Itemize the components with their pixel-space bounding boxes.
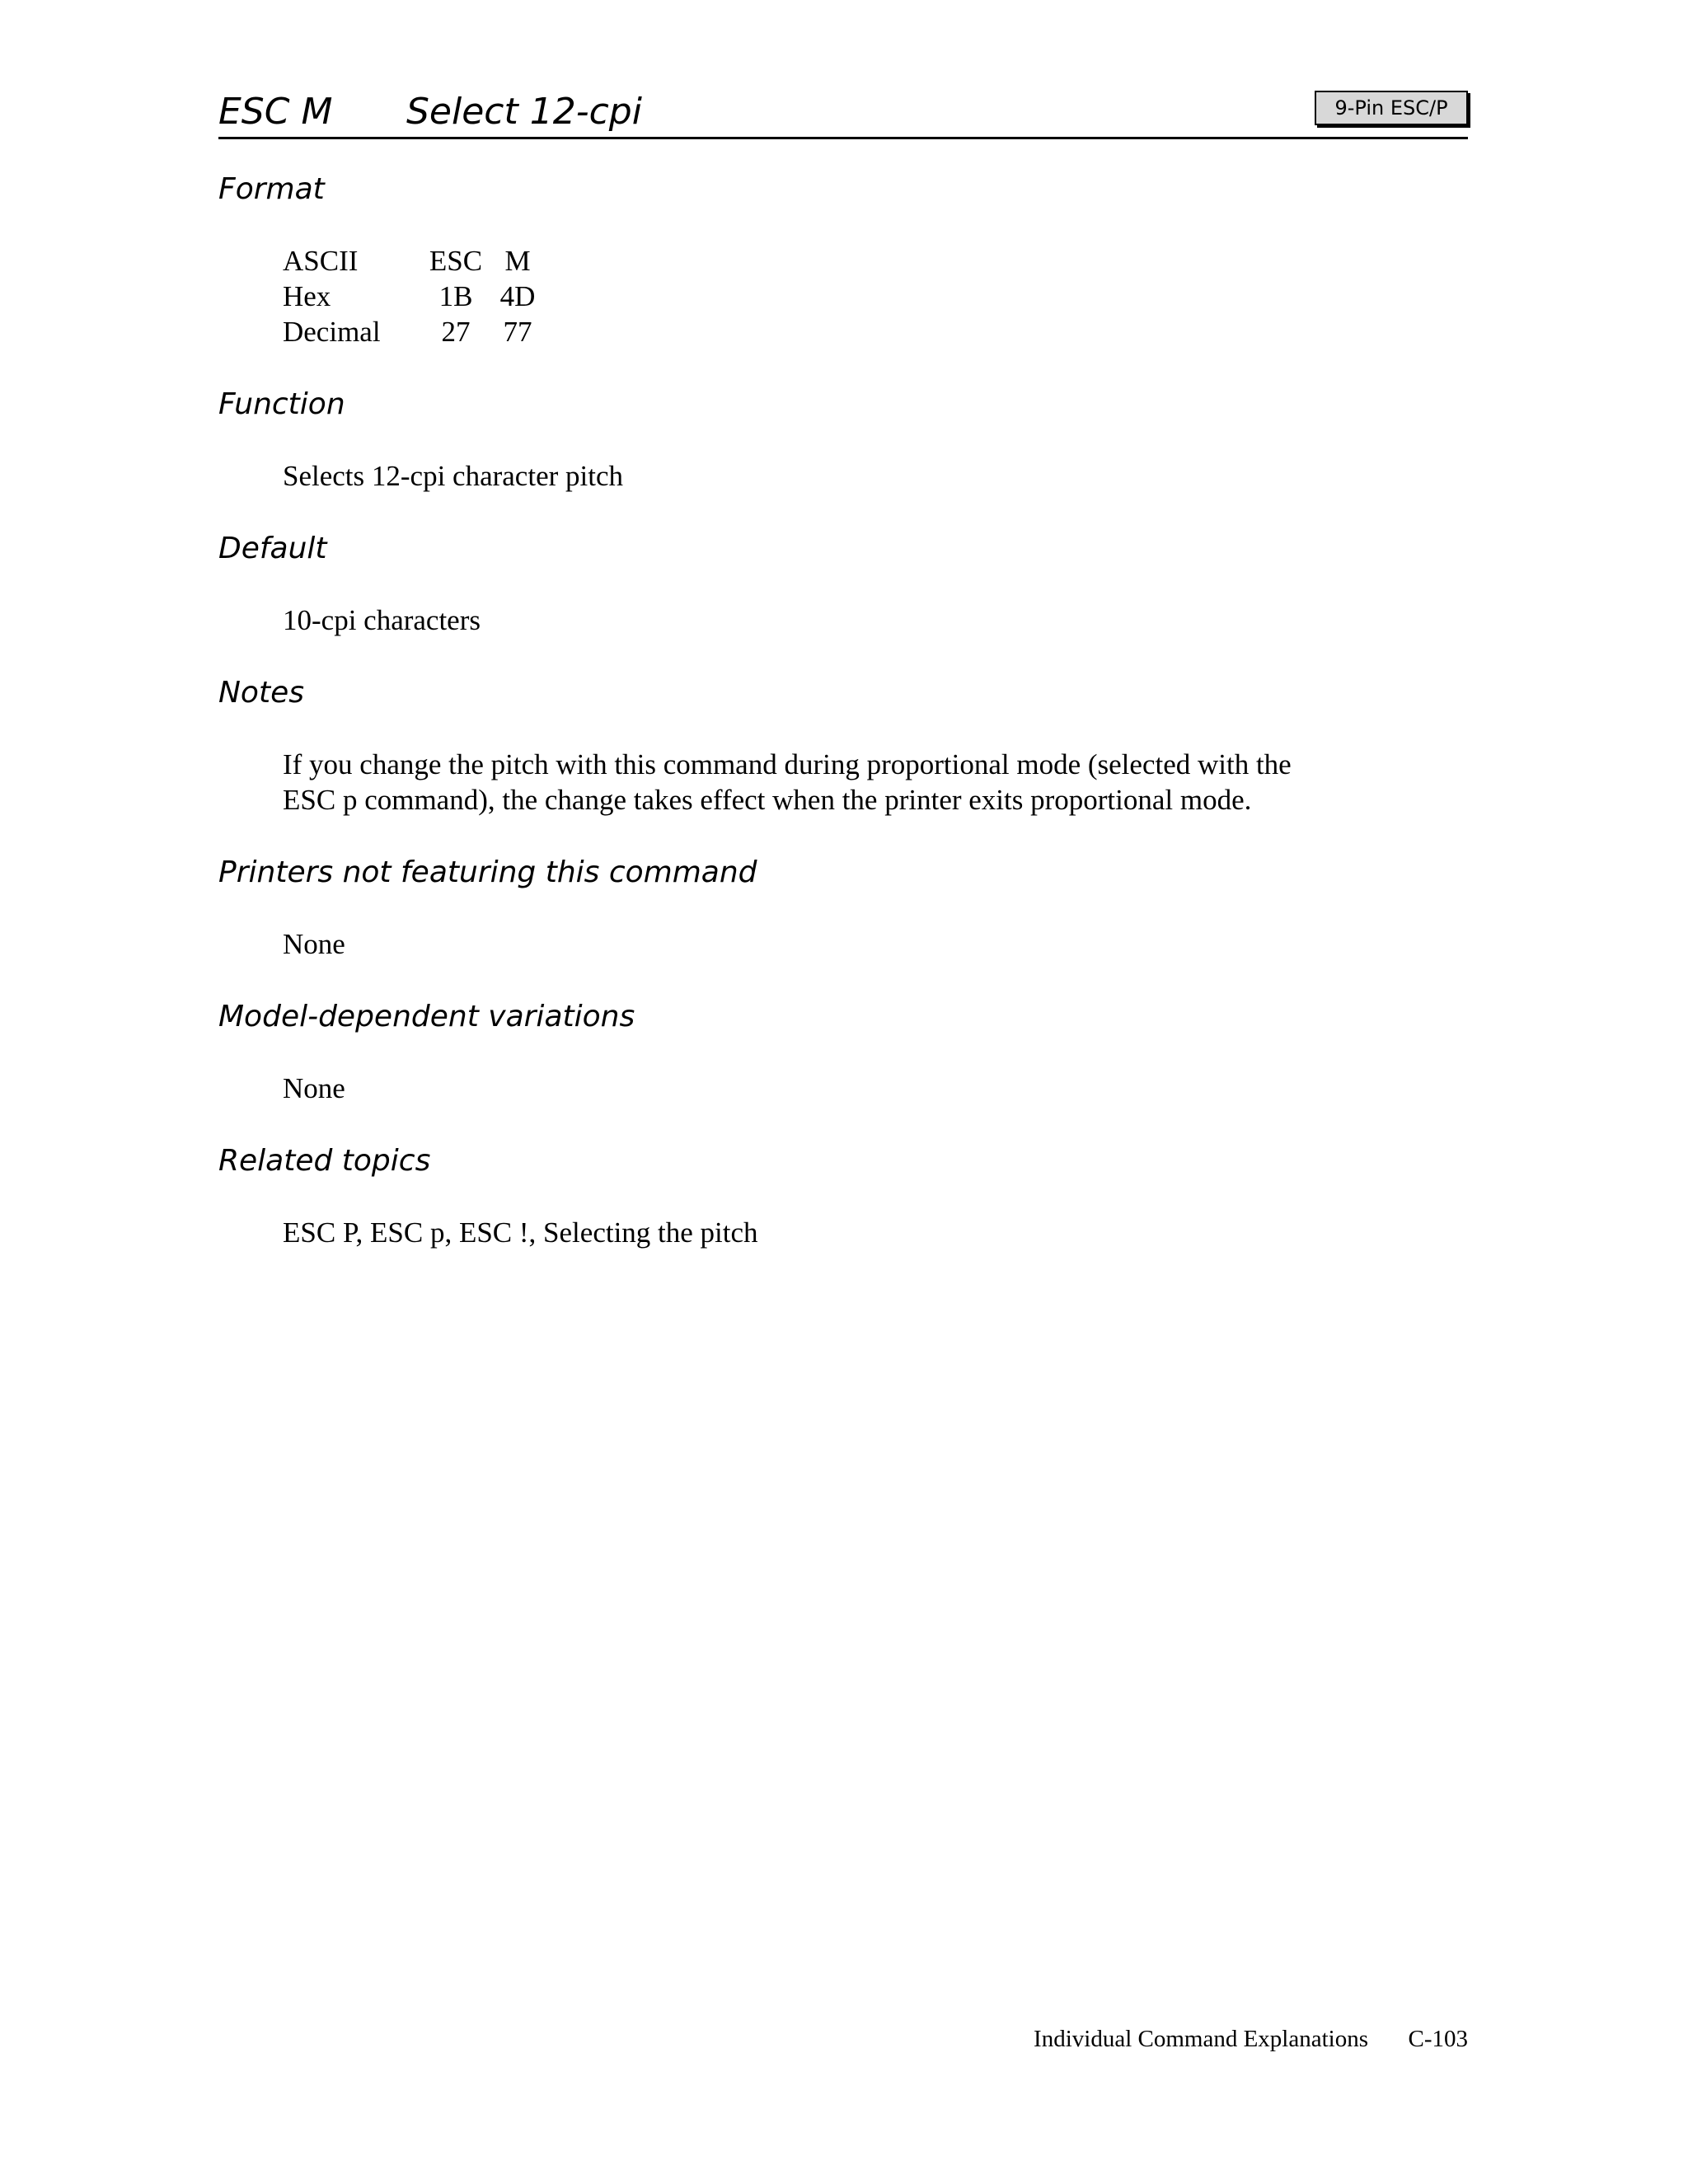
default-text: 10-cpi characters bbox=[283, 604, 481, 636]
format-value: ESC bbox=[429, 245, 483, 277]
format-value: 4D bbox=[499, 280, 536, 312]
command-name: Select 12-cpi bbox=[406, 91, 642, 133]
format-label: Hex bbox=[283, 280, 331, 312]
printers-not-featuring-text: None bbox=[283, 928, 345, 960]
format-heading: Format bbox=[218, 172, 325, 206]
default-heading: Default bbox=[218, 532, 327, 565]
printers-not-featuring-heading: Printers not featuring this command bbox=[218, 855, 757, 889]
function-text: Selects 12-cpi character pitch bbox=[283, 460, 623, 492]
model-variations-heading: Model-dependent variations bbox=[218, 1000, 635, 1033]
notes-line-2: ESC p command), the change takes effect when the printer exits proportional mode. bbox=[283, 784, 1252, 816]
format-value: 77 bbox=[503, 316, 532, 348]
model-variations-text: None bbox=[283, 1072, 345, 1104]
printer-type-badge: 9-Pin ESC/P bbox=[1315, 91, 1468, 125]
format-row-hex bbox=[283, 279, 546, 314]
command-title: ESC M bbox=[218, 91, 333, 133]
related-topics-heading: Related topics bbox=[218, 1144, 431, 1178]
format-label: Decimal bbox=[283, 316, 381, 348]
format-value: M bbox=[504, 245, 531, 277]
function-heading: Function bbox=[218, 387, 345, 421]
format-row-ascii bbox=[283, 243, 546, 279]
footer-title: Individual Command Explanations bbox=[1034, 2026, 1368, 2052]
page-header bbox=[218, 89, 1468, 139]
format-table bbox=[283, 243, 546, 349]
format-row-decimal bbox=[283, 314, 546, 349]
related-topics-text: ESC P, ESC p, ESC !, Selecting the pitch bbox=[283, 1216, 758, 1249]
notes-heading: Notes bbox=[218, 676, 304, 710]
format-value: 1B bbox=[438, 280, 473, 312]
format-label: ASCII bbox=[283, 245, 359, 277]
format-value: 27 bbox=[441, 316, 471, 348]
notes-line-1: If you change the pitch with this command during proportional mode (selected with the bbox=[283, 748, 1292, 780]
page-number: C-103 bbox=[1408, 2026, 1468, 2052]
